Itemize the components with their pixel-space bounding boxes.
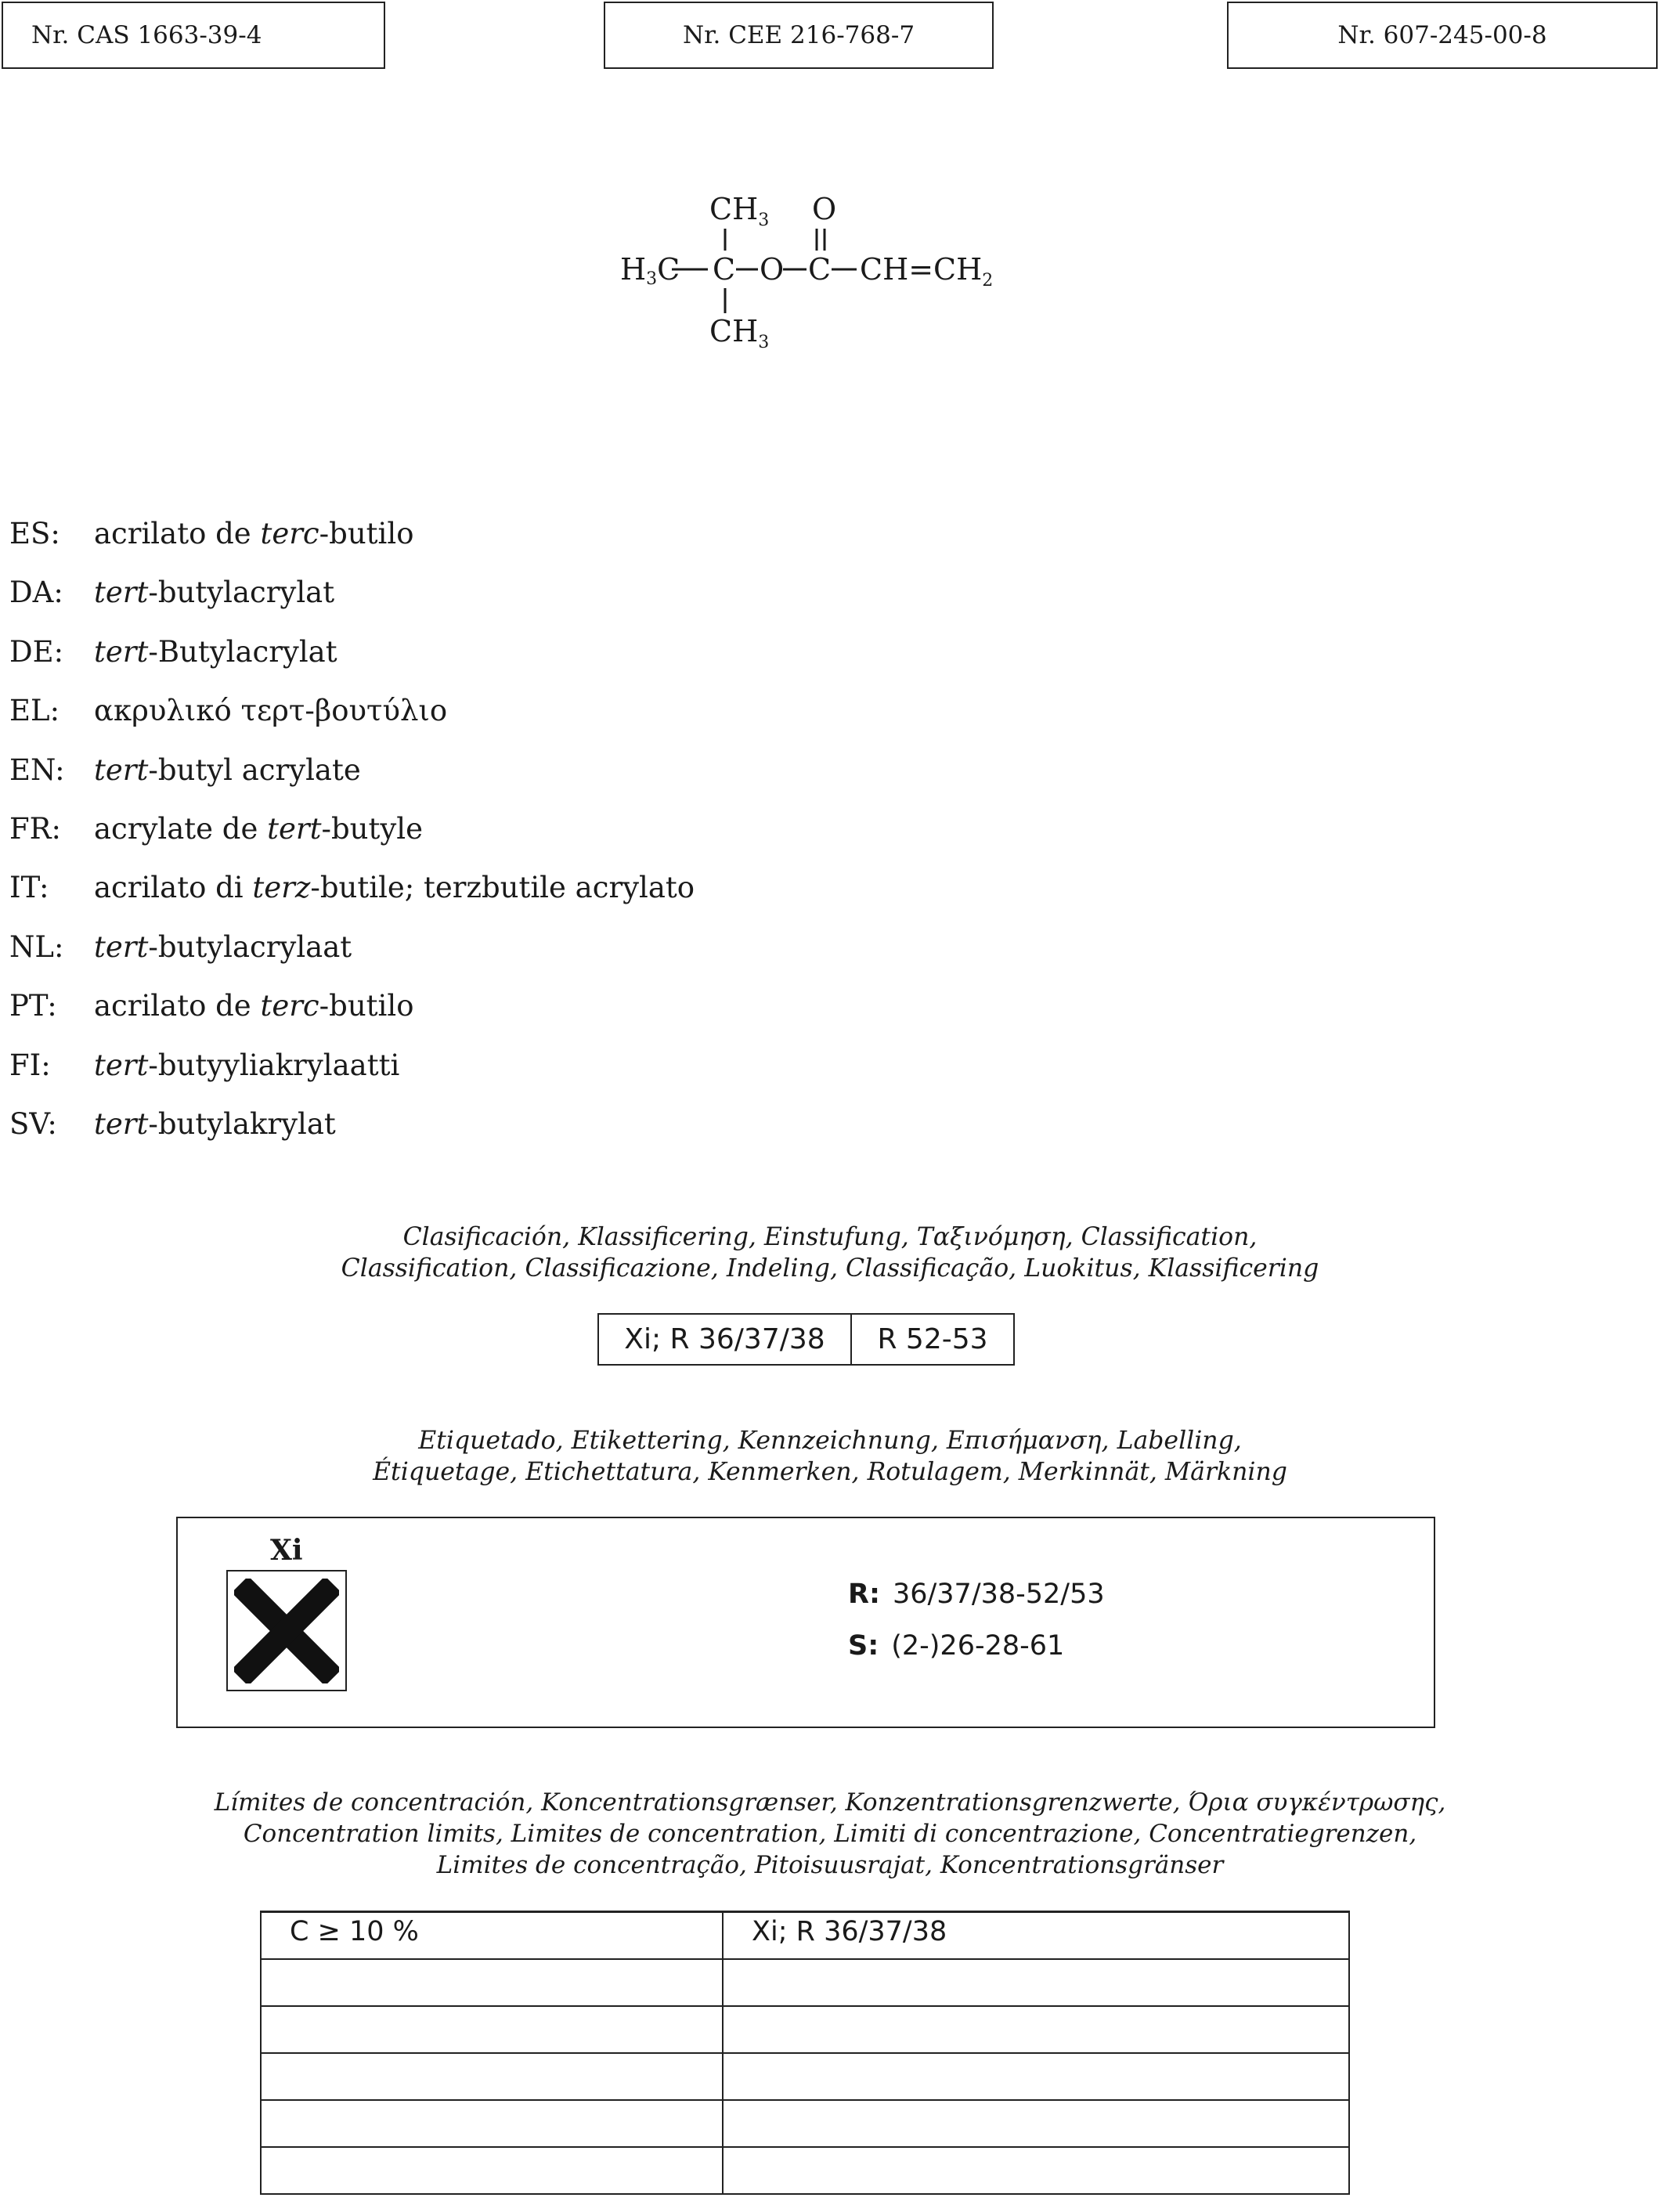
safety-phrases-value: (2-)26-28-61 [891,1630,1065,1662]
substance-name-italic: tert [94,752,149,787]
language-code: EN: [9,752,65,787]
substance-names-list [9,517,1106,1166]
labelling-heading [282,1425,1378,1488]
substance-name [94,871,695,904]
table-row [261,2147,1349,2194]
substance-name [94,576,334,609]
name-row-sv [9,1107,1106,1166]
classification-heading-line-1: Clasificación, Klassificering, Einstufung, Ταξινόμηση, Classification, [402,1223,1258,1251]
classification-value [752,1960,1348,1963]
substance-name-italic: terc [260,989,319,1023]
substance-name-suffix: -butylacrylat [148,576,335,610]
substance-name-prefix: acrilato di [94,871,253,905]
concentration-cell [261,1912,723,1959]
name-row-de [9,635,1106,694]
structural-formula-svg [595,188,1034,360]
concentration-cell [261,2147,723,2194]
name-row-fi [9,1048,1106,1107]
substance-name [94,812,423,846]
concentration-limits-heading-line-3: Limites de concentração, Pitoisuusrajat, Koncentrationsgränser [436,1851,1224,1879]
formula-carbonyl-carbon: C [808,252,832,287]
formula-vinyl-group: $CH=CH_2$ [860,252,994,290]
substance-name [94,989,413,1023]
classification-cell [723,1912,1349,1959]
classification-cell [723,2100,1349,2147]
classification-heading [282,1221,1378,1284]
language-code: SV: [9,1106,57,1141]
substance-name-suffix: -butylakrylat [148,1106,336,1141]
name-row-fr [9,812,1106,871]
classification-cell [723,1959,1349,2006]
classification-irritant-code: Xi; R 36/37/38 [599,1315,852,1364]
concentration-limits-table [260,1911,1350,2195]
concentration-value [290,2101,722,2104]
table-row [261,1959,1349,2006]
name-row-pt [9,989,1106,1048]
substance-name-suffix: -butilo [319,989,414,1023]
substance-name [94,1107,336,1141]
cas-number: Nr. CAS 1663-39-4 [31,21,262,49]
substance-name-suffix: -butile; terzbutile acrylato [310,871,695,905]
formula-top-methyl: $CH_3$ [709,192,770,230]
index-number: Nr. 607-245-00-8 [1337,21,1547,49]
substance-name-prefix: ακρυλικό τερτ-βουτύλιο [94,694,448,728]
substance-name-prefix: acrilato de [94,989,261,1023]
substance-name-italic: tert [94,1106,149,1141]
classification-value [752,2054,1348,2057]
concentration-cell [261,2100,723,2147]
classification-cell [723,2147,1349,2194]
substance-name-suffix: -butyl acrylate [148,752,361,787]
substance-name-italic: terz [252,871,311,905]
substance-name-suffix: -butyle [321,811,423,846]
classification-heading-line-2: Classification, Classificazione, Indeling, Classificação, Luokitus, Klassificering [341,1254,1319,1283]
labelling-heading-line-1: Etiquetado, Etikettering, Kennzeichnung, Επισήμανση, Labelling, [418,1427,1242,1455]
risk-phrases [848,1579,1105,1610]
substance-name-suffix: -butilo [319,517,414,550]
concentration-value [290,2148,722,2151]
classification-cell [723,2006,1349,2053]
table-row [261,2006,1349,2053]
table-row [261,1912,1349,1959]
substance-name-suffix: -butylacrylaat [148,929,352,964]
language-code: IT: [9,871,49,905]
substance-name [94,694,447,727]
substance-name [94,1048,399,1082]
substance-name-italic: tert [267,811,322,846]
concentration-limits-heading [125,1787,1535,1881]
language-code: EL: [9,694,60,728]
substance-name-italic: tert [94,634,149,669]
name-row-it [9,871,1106,929]
name-row-el [9,694,1106,752]
substance-name-suffix: -butyyliakrylaatti [148,1048,400,1082]
classification-value: Xi; R 36/37/38 [752,1916,947,1947]
substance-name-italic: tert [94,1048,149,1082]
substance-name-italic: terc [260,517,319,550]
language-code: FR: [9,811,61,846]
substance-name [94,930,352,964]
saint-andrews-cross-icon [234,1579,339,1683]
formula-bottom-methyl: $CH_3$ [709,314,770,352]
name-row-es [9,517,1106,576]
safety-phrases-key: S: [848,1630,879,1662]
labelling-heading-line-2: Étiquetage, Etichettatura, Kenmerken, Rotulagem, Merkinnät, Märkning [373,1458,1287,1486]
concentration-value [290,2054,722,2057]
structural-formula [595,188,1034,360]
index-number-box [1227,2,1658,69]
formula-quaternary-carbon: C [713,252,736,287]
risk-phrases-value: 36/37/38-52/53 [892,1579,1105,1610]
substance-name [94,753,361,787]
substance-name-suffix: -Butylacrylat [148,634,337,669]
substance-name-prefix: acrilato de [94,517,261,550]
safety-phrases [848,1630,1064,1662]
risk-phrases-key: R: [848,1579,880,1610]
concentration-cell [261,1959,723,2006]
concentration-limits-heading-line-1: Límites de concentración, Koncentrationsgrænser, Konzentrationsgrenzwerte, Όρια συγκέντρωσης, [214,1788,1446,1817]
hazard-symbol-letter: Xi [270,1534,303,1567]
cas-number-box [2,2,385,69]
cee-number-box [604,2,994,69]
name-row-en [9,753,1106,812]
substance-name-italic: tert [94,929,149,964]
concentration-cell [261,2006,723,2053]
concentration-value: C ≥ 10 % [290,1916,419,1947]
table-row [261,2100,1349,2147]
formula-ester-oxygen: O [760,252,785,287]
name-row-da [9,576,1106,634]
classification-value [752,2007,1348,2010]
concentration-limits-heading-line-2: Concentration limits, Limites de concentration, Limiti di concentrazione, Concentratiegrenzen, [243,1820,1417,1848]
formula-carbonyl-oxygen: O [812,192,837,226]
concentration-limits-body [261,1912,1349,2194]
hazard-pictogram [226,1570,347,1691]
classification-cell [723,2053,1349,2100]
concentration-cell [261,2053,723,2100]
language-code: NL: [9,929,64,964]
substance-name [94,517,413,550]
cee-number: Nr. CEE 216-768-7 [682,21,915,49]
substance-name [94,635,337,669]
classification-value [752,2101,1348,2104]
name-row-nl [9,930,1106,989]
classification-value [752,2148,1348,2151]
classification-environment-code: R 52-53 [877,1323,988,1355]
formula-left-methyl: H3C [620,252,680,289]
language-code: DE: [9,634,64,669]
language-code: ES: [9,517,60,550]
labelling-box [176,1517,1435,1728]
classification-box [597,1313,1015,1366]
language-code: FI: [9,1048,51,1082]
table-row [261,2053,1349,2100]
substance-name-italic: tert [94,576,149,610]
language-code: PT: [9,989,57,1023]
concentration-value [290,1960,722,1963]
language-code: DA: [9,576,63,610]
substance-name-prefix: acrylate de [94,811,268,846]
concentration-value [290,2007,722,2010]
